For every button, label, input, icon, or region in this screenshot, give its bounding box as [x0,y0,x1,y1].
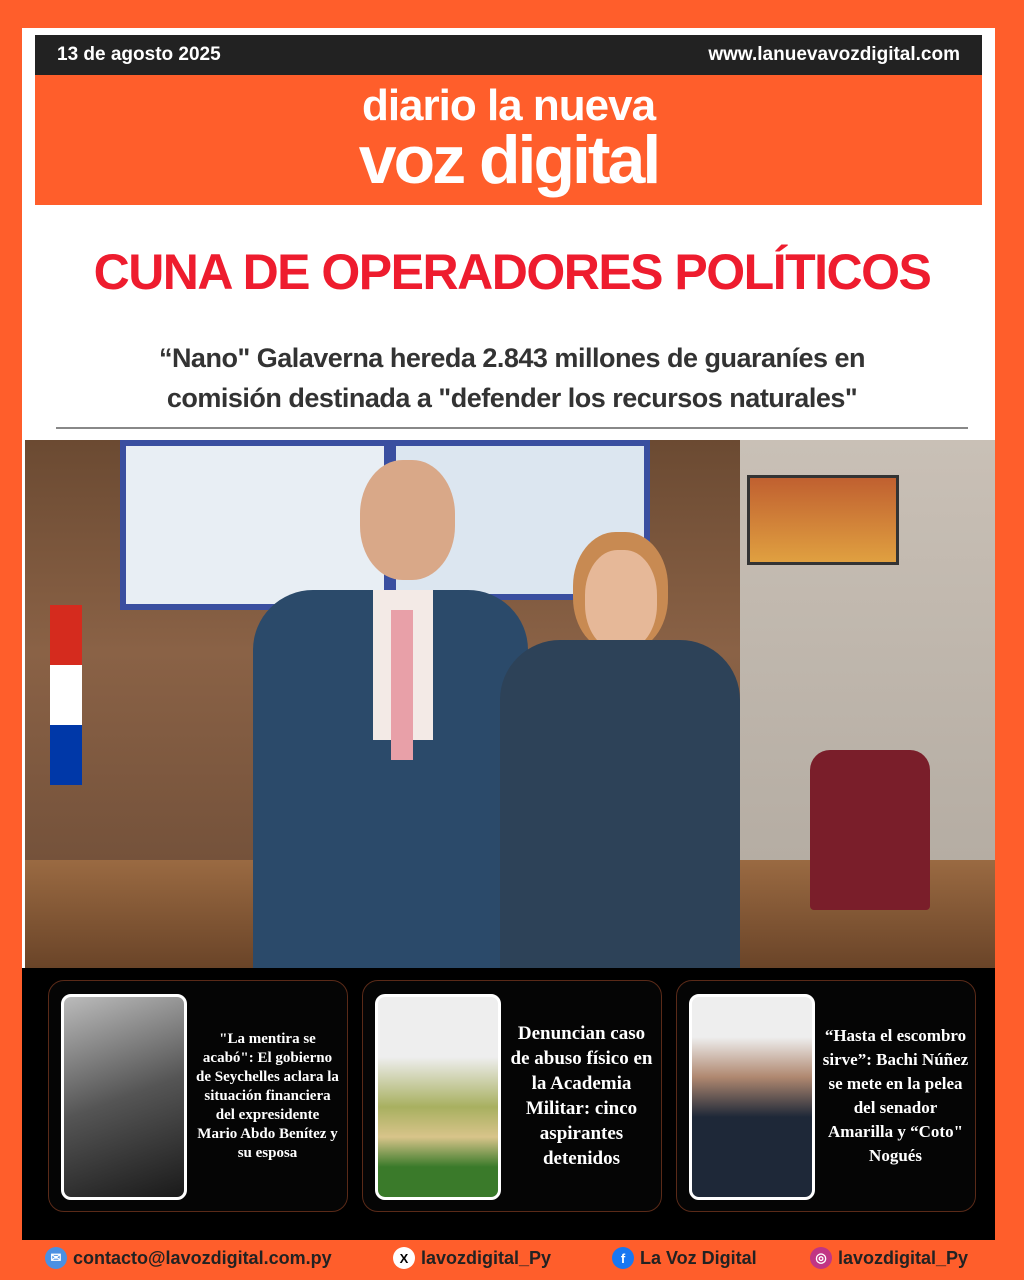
screen [120,440,390,610]
footer-facebook[interactable] [612,1247,757,1269]
story-card[interactable] [676,980,976,1212]
divider [56,427,968,429]
subheadline-line2: comisión destinada a "defender los recursos naturales" [166,383,858,413]
x-icon: X [393,1247,415,1269]
x-handle[interactable]: lavozdigital_Py [421,1247,552,1268]
issue-date: 13 de agosto 2025 [57,44,221,65]
story-card[interactable] [362,980,662,1212]
subheadline [60,338,964,418]
footer-instagram[interactable] [810,1247,968,1269]
top-bar [35,35,982,75]
story-photo [689,994,815,1200]
footer-contacts [0,1240,1024,1276]
story-text[interactable]: “Hasta el escombro sirve”: Bachi Núñez se mete en la pelea del senador Amarilla y “Coto" Nogués [822,1026,969,1165]
instagram-icon: ◎ [810,1247,832,1269]
facebook-icon: f [612,1247,634,1269]
instagram-handle[interactable]: lavozdigital_Py [838,1247,969,1268]
facebook-name[interactable]: La Voz Digital [640,1247,757,1268]
story-card[interactable] [48,980,348,1212]
masthead-logo [35,75,982,205]
story-photo [61,994,187,1200]
footer-email[interactable] [45,1247,332,1269]
footer-x[interactable] [393,1247,551,1269]
website-link[interactable]: www.lanuevavozdigital.com [708,44,960,65]
story-text[interactable]: "La mentira se acabó": El gobierno de Seychelles aclara la situación financiera del expresidente Mario Abdo Benítez y su esposa [196,1030,339,1161]
logo-line2: voz digital [358,122,659,198]
main-headline: CUNA DE OPERADORES POLÍTICOS [93,244,931,300]
email-text[interactable]: contacto@lavozdigital.com.py [73,1247,332,1268]
story-photo [375,994,501,1200]
subheadline-line1: “Nano" Galaverna hereda 2.843 millones de guaraníes en [158,343,866,373]
logo-line1: diario la nueva [361,81,656,130]
mail-icon: ✉ [45,1247,67,1269]
story-text[interactable]: Denuncian caso de abuso físico en la Academia Militar: cinco aspirantes detenidos [510,1023,653,1169]
main-photo [25,440,995,968]
